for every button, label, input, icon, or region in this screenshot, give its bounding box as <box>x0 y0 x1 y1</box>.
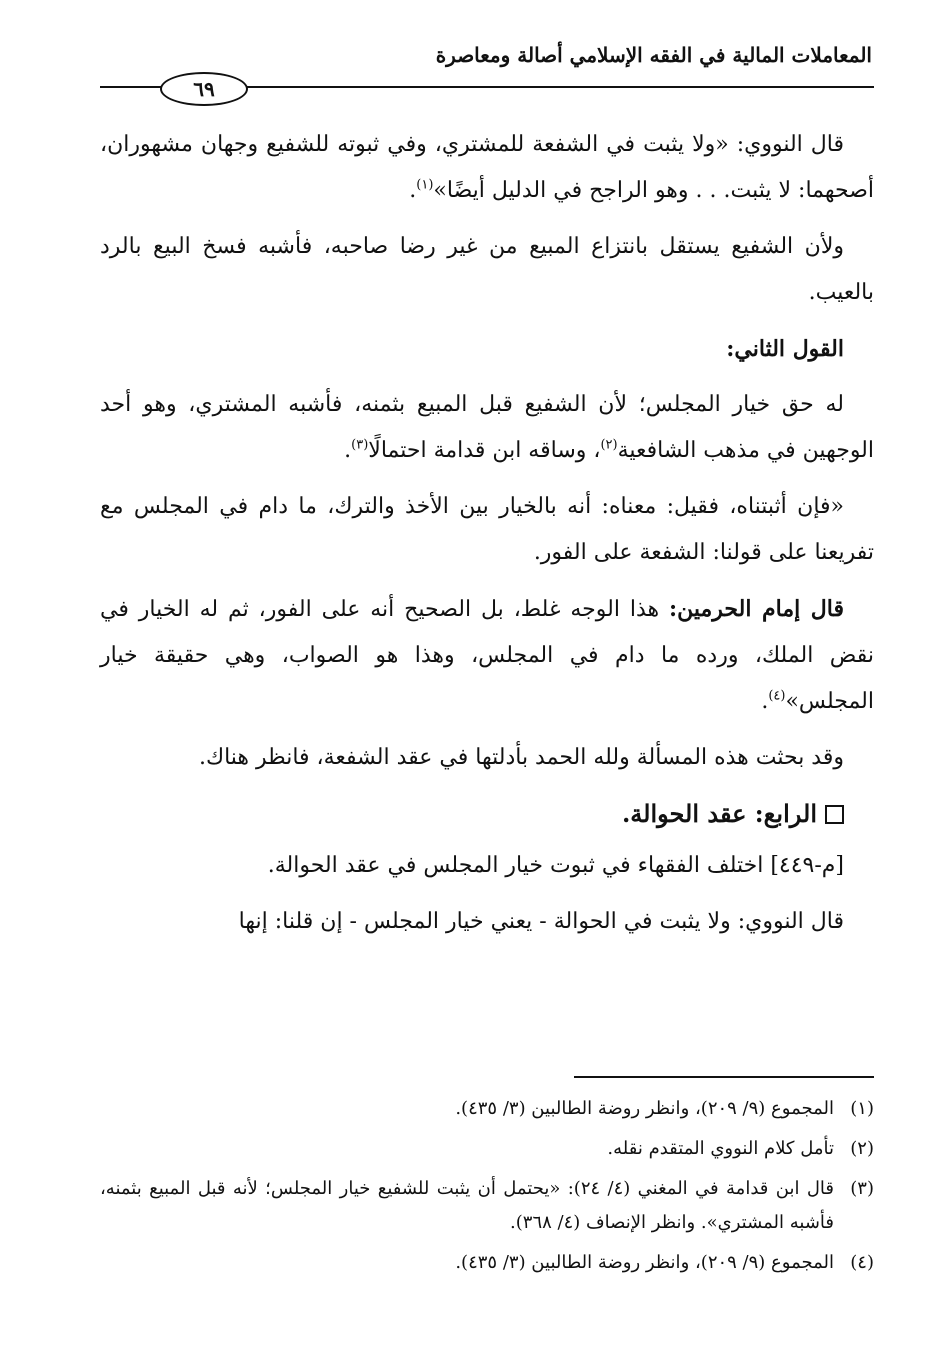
paragraph-imam-haramayn <box>100 586 874 725</box>
footnote-item <box>100 1092 874 1126</box>
main-text <box>100 122 874 955</box>
paragraph-shafi-reason: ولأن الشفيع يستقل بانتزاع المبيع من غير رضا صاحبه، فأشبه فسخ البيع بالرد بالعيب. <box>100 234 874 305</box>
footnote-text: المجموع (٩/ ٢٠٩)، وانظر روضة الطالبين (٣/ ٤٣٥). <box>455 1252 834 1273</box>
footnote-item <box>100 1172 874 1240</box>
section-heading-text: الرابع: عقد الحوالة. <box>621 799 817 828</box>
subheading-second-opinion: القول الثاني: <box>726 336 844 362</box>
paragraph-nawawi-hawala: قال النووي: ولا يثبت في الحوالة - يعني خيار المجلس - إن قلنا: إنها <box>238 909 844 934</box>
footnote-marker: (١) <box>416 177 434 193</box>
paragraph-text: هذا الوجه غلط، بل الصحيح أنه على الفور، ثم له الخيار في نقض الملك، ورده ما دام في المجلس، وهذا هو الصواب، وهي حقيقة خيار المجلس» <box>100 597 874 714</box>
footnote-marker: (٢) <box>600 437 618 453</box>
footnote-text: المجموع (٩/ ٢٠٩)، وانظر روضة الطالبين (٣/ ٤٣٥). <box>455 1098 834 1119</box>
section-heading-hawala <box>100 791 874 837</box>
footnote-marker: (٤) <box>768 688 786 704</box>
paragraph-text: قال النووي: «ولا يثبت في الشفعة للمشتري، وفي ثبوته للشفيع وجهان مشهوران، أصحهما: لا يثبت. . . وهو الراجح في الدليل أيضًا» <box>100 132 874 203</box>
paragraph-end: . <box>409 178 417 203</box>
footnote-text: تأمل كلام النووي المتقدم نقله. <box>607 1138 834 1159</box>
paragraph-if-affirmed: «فإن أثبتناه، فقيل: معناه: أنه بالخيار بين الأخذ والترك، ما دام في المجلس مع تفريعنا على قولنا: الشفعة على الفور. <box>100 494 874 565</box>
footnote-number: (١) <box>850 1098 874 1119</box>
paragraph-end: . <box>344 438 352 463</box>
paragraph-hawala-dispute: [م-٤٤٩] اختلف الفقهاء في ثبوت خيار المجلس في عقد الحوالة. <box>267 853 844 878</box>
footnote-item <box>100 1132 874 1166</box>
footnote-text: قال ابن قدامة في المغني (٤/ ٢٤): «يحتمل أن يثبت للشفيع خيار المجلس؛ لأنه قبل المبيع بثمنه، فأشبه المشتري». وانظر الإنصاف (٤/ ٣٦٨). <box>100 1178 834 1233</box>
paragraph-lead: قال إمام الحرمين: <box>669 596 844 622</box>
running-header-title: المعاملات المالية في الفقه الإسلامي أصالة ومعاصرة <box>435 43 872 67</box>
paragraph-see-shufa: وقد بحثت هذه المسألة ولله الحمد بأدلتها في عقد الشفعة، فانظر هناك. <box>198 745 844 770</box>
footnote-number: (٤) <box>850 1252 874 1273</box>
page-number: ٦٩ <box>160 72 248 106</box>
footnote-rule <box>574 1076 874 1078</box>
paragraph-nawawi-quote <box>100 122 874 214</box>
square-bullet-icon <box>825 805 844 824</box>
footnotes <box>100 1092 874 1286</box>
paragraph-text: ، وساقه ابن قدامة احتمالًا <box>368 438 601 463</box>
paragraph-end: . <box>761 689 769 714</box>
footnote-number: (٢) <box>850 1138 874 1159</box>
footnote-marker: (٣) <box>351 437 369 453</box>
paragraph-second-opinion <box>100 382 874 474</box>
paragraph-text: له حق خيار المجلس؛ لأن الشفيع قبل المبيع بثمنه، فأشبه المشتري، وهو أحد الوجهين في مذهب الشافعية <box>100 392 874 463</box>
footnote-number: (٣) <box>850 1178 874 1199</box>
footnote-item <box>100 1246 874 1280</box>
